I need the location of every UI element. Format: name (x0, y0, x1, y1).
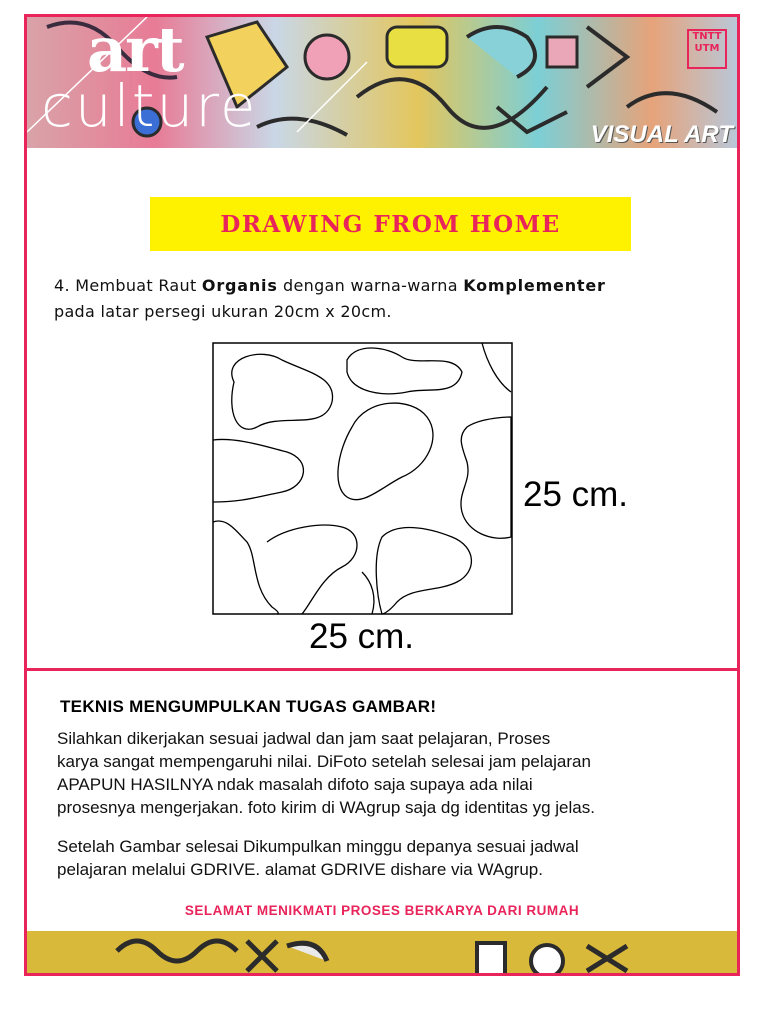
instruction-text (54, 273, 724, 325)
section-label: VISUAL ART (590, 121, 733, 148)
corner-logo-line-1: TNTT (692, 31, 722, 42)
organic-shapes-drawing (212, 342, 513, 615)
height-dimension-label: 25 cm. (523, 475, 629, 514)
brand-art: art (87, 17, 183, 86)
instruction-bold-komplementer: Komplementer (463, 276, 606, 295)
submission-paragraph-1: Silahkan dikerjakan sesuai jadwal dan jam saat pelajaran, Proses karya sangat mempengaruhi nilai. DiFoto setelah selesai jam pelajaran APAPUN HASILNYA ndak masalah difoto saja supaya ada nilai prosesnya mengerjakan. foto kirim di WAgrup saja dg identitas yg jelas. (57, 729, 595, 817)
brand-culture: culture (41, 72, 258, 140)
corner-logo-line-2: UTM (694, 43, 720, 54)
page-title: DRAWING FROM HOME (220, 210, 561, 238)
header-banner (27, 17, 737, 148)
instruction-middle: dengan warna-warna (277, 276, 464, 295)
page-frame (24, 14, 740, 976)
corner-logo (687, 29, 727, 69)
instruction-prefix: 4. Membuat Raut (54, 276, 202, 295)
width-dimension-label: 25 cm. (309, 617, 415, 656)
instruction-bold-organis: Organis (201, 276, 278, 295)
submission-paragraph-2: Setelah Gambar selesai Dikumpulkan minggu depanya sesuai jadwal pelajaran melalui GDRIVE. alamat GDRIVE dishare via WAgrup. (57, 837, 579, 879)
instruction-line-2: pada latar persegi ukuran 20cm x 20cm. (54, 302, 392, 321)
submission-heading: TEKNIS MENGUMPULKAN TUGAS GAMBAR! (60, 697, 437, 716)
footer-artwork (27, 931, 737, 976)
section-divider (27, 668, 737, 671)
footer-banner (27, 931, 737, 976)
title-box (150, 197, 631, 251)
closing-message: SELAMAT MENIKMATI PROSES BERKARYA DARI RUMAH (184, 903, 580, 918)
